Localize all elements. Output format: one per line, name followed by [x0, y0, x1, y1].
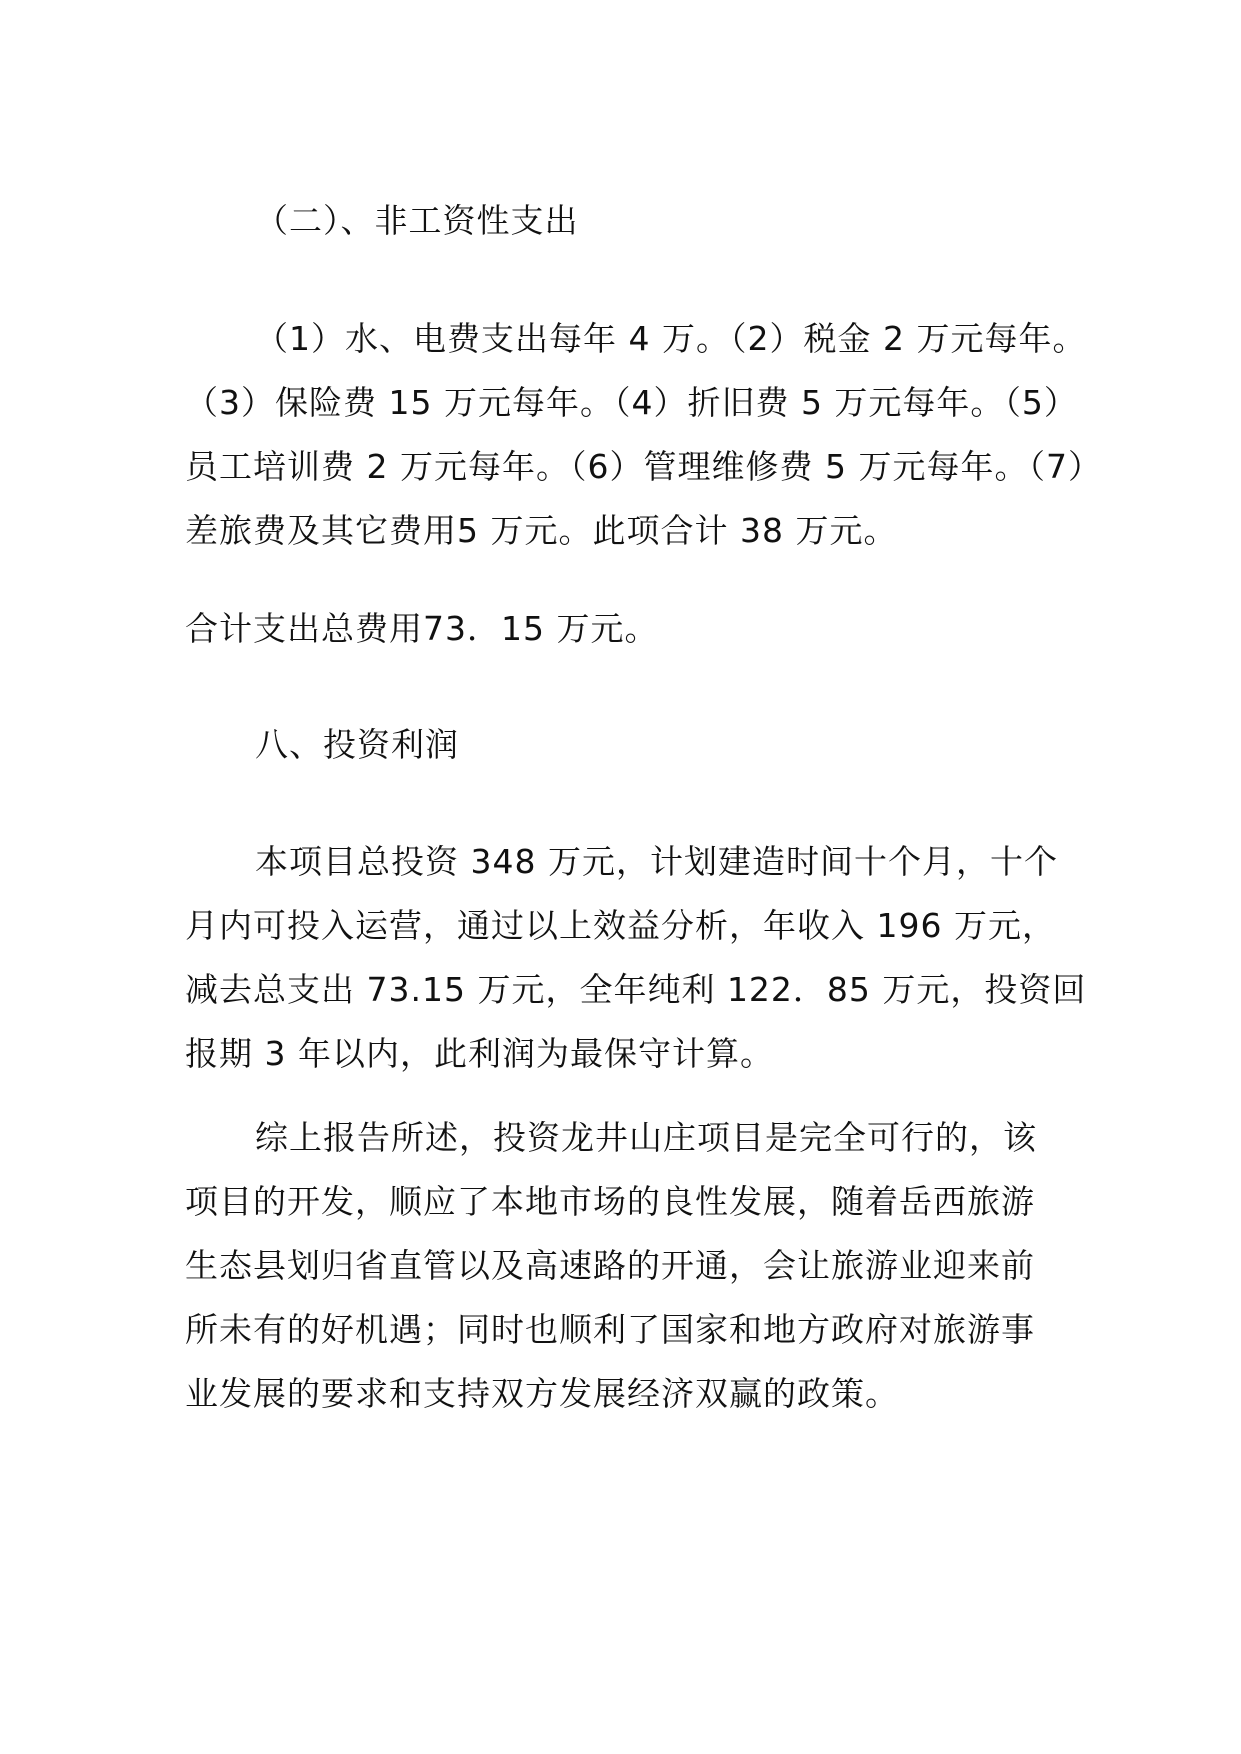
- non-wage-expenses-paragraph: [185, 307, 1102, 563]
- paragraph-line: 减去总支出 73.15 万元，全年纯利 122．85 万元，投资回: [185, 970, 1087, 1009]
- paragraph-line: 月内可投入运营，通过以上效益分析，年收入 196 万元，: [185, 906, 1056, 945]
- paragraph-line: 项目的开发，顺应了本地市场的良性发展，随着岳西旅游: [185, 1182, 1035, 1221]
- paragraph-line: （3）保险费 15 万元每年。（4）折旧费 5 万元每年。（5）: [185, 383, 1078, 422]
- paragraph-line: 业发展的要求和支持双方发展经济双赢的政策。: [185, 1374, 899, 1413]
- paragraph-line: 综上报告所述，投资龙井山庄项目是完全可行的，该: [255, 1118, 1037, 1157]
- investment-profit-heading: 八、投资利润: [255, 725, 459, 764]
- paragraph-line: 差旅费及其它费用5 万元。此项合计 38 万元。: [185, 511, 898, 550]
- conclusion-paragraph: [185, 1106, 1065, 1426]
- investment-profit-paragraph: [185, 830, 1087, 1086]
- paragraph-line: 报期 3 年以内，此利润为最保守计算。: [185, 1034, 774, 1073]
- paragraph-line: 员工培训费 2 万元每年。（6）管理维修费 5 万元每年。（7）: [185, 447, 1102, 486]
- paragraph-line: 本项目总投资 348 万元，计划建造时间十个月，十个: [255, 842, 1058, 881]
- total-expenses-line: 合计支出总费用73．15 万元。: [185, 609, 659, 648]
- paragraph-line: （1）水、电费支出每年 4 万。（2）税金 2 万元每年。: [255, 319, 1087, 358]
- paragraph-line: 所未有的好机遇；同时也顺利了国家和地方政府对旅游事: [185, 1310, 1035, 1349]
- non-wage-expenses-heading: （二）、非工资性支出: [255, 201, 579, 240]
- paragraph-line: 生态县划归省直管以及高速路的开通，会让旅游业迎来前: [185, 1246, 1035, 1285]
